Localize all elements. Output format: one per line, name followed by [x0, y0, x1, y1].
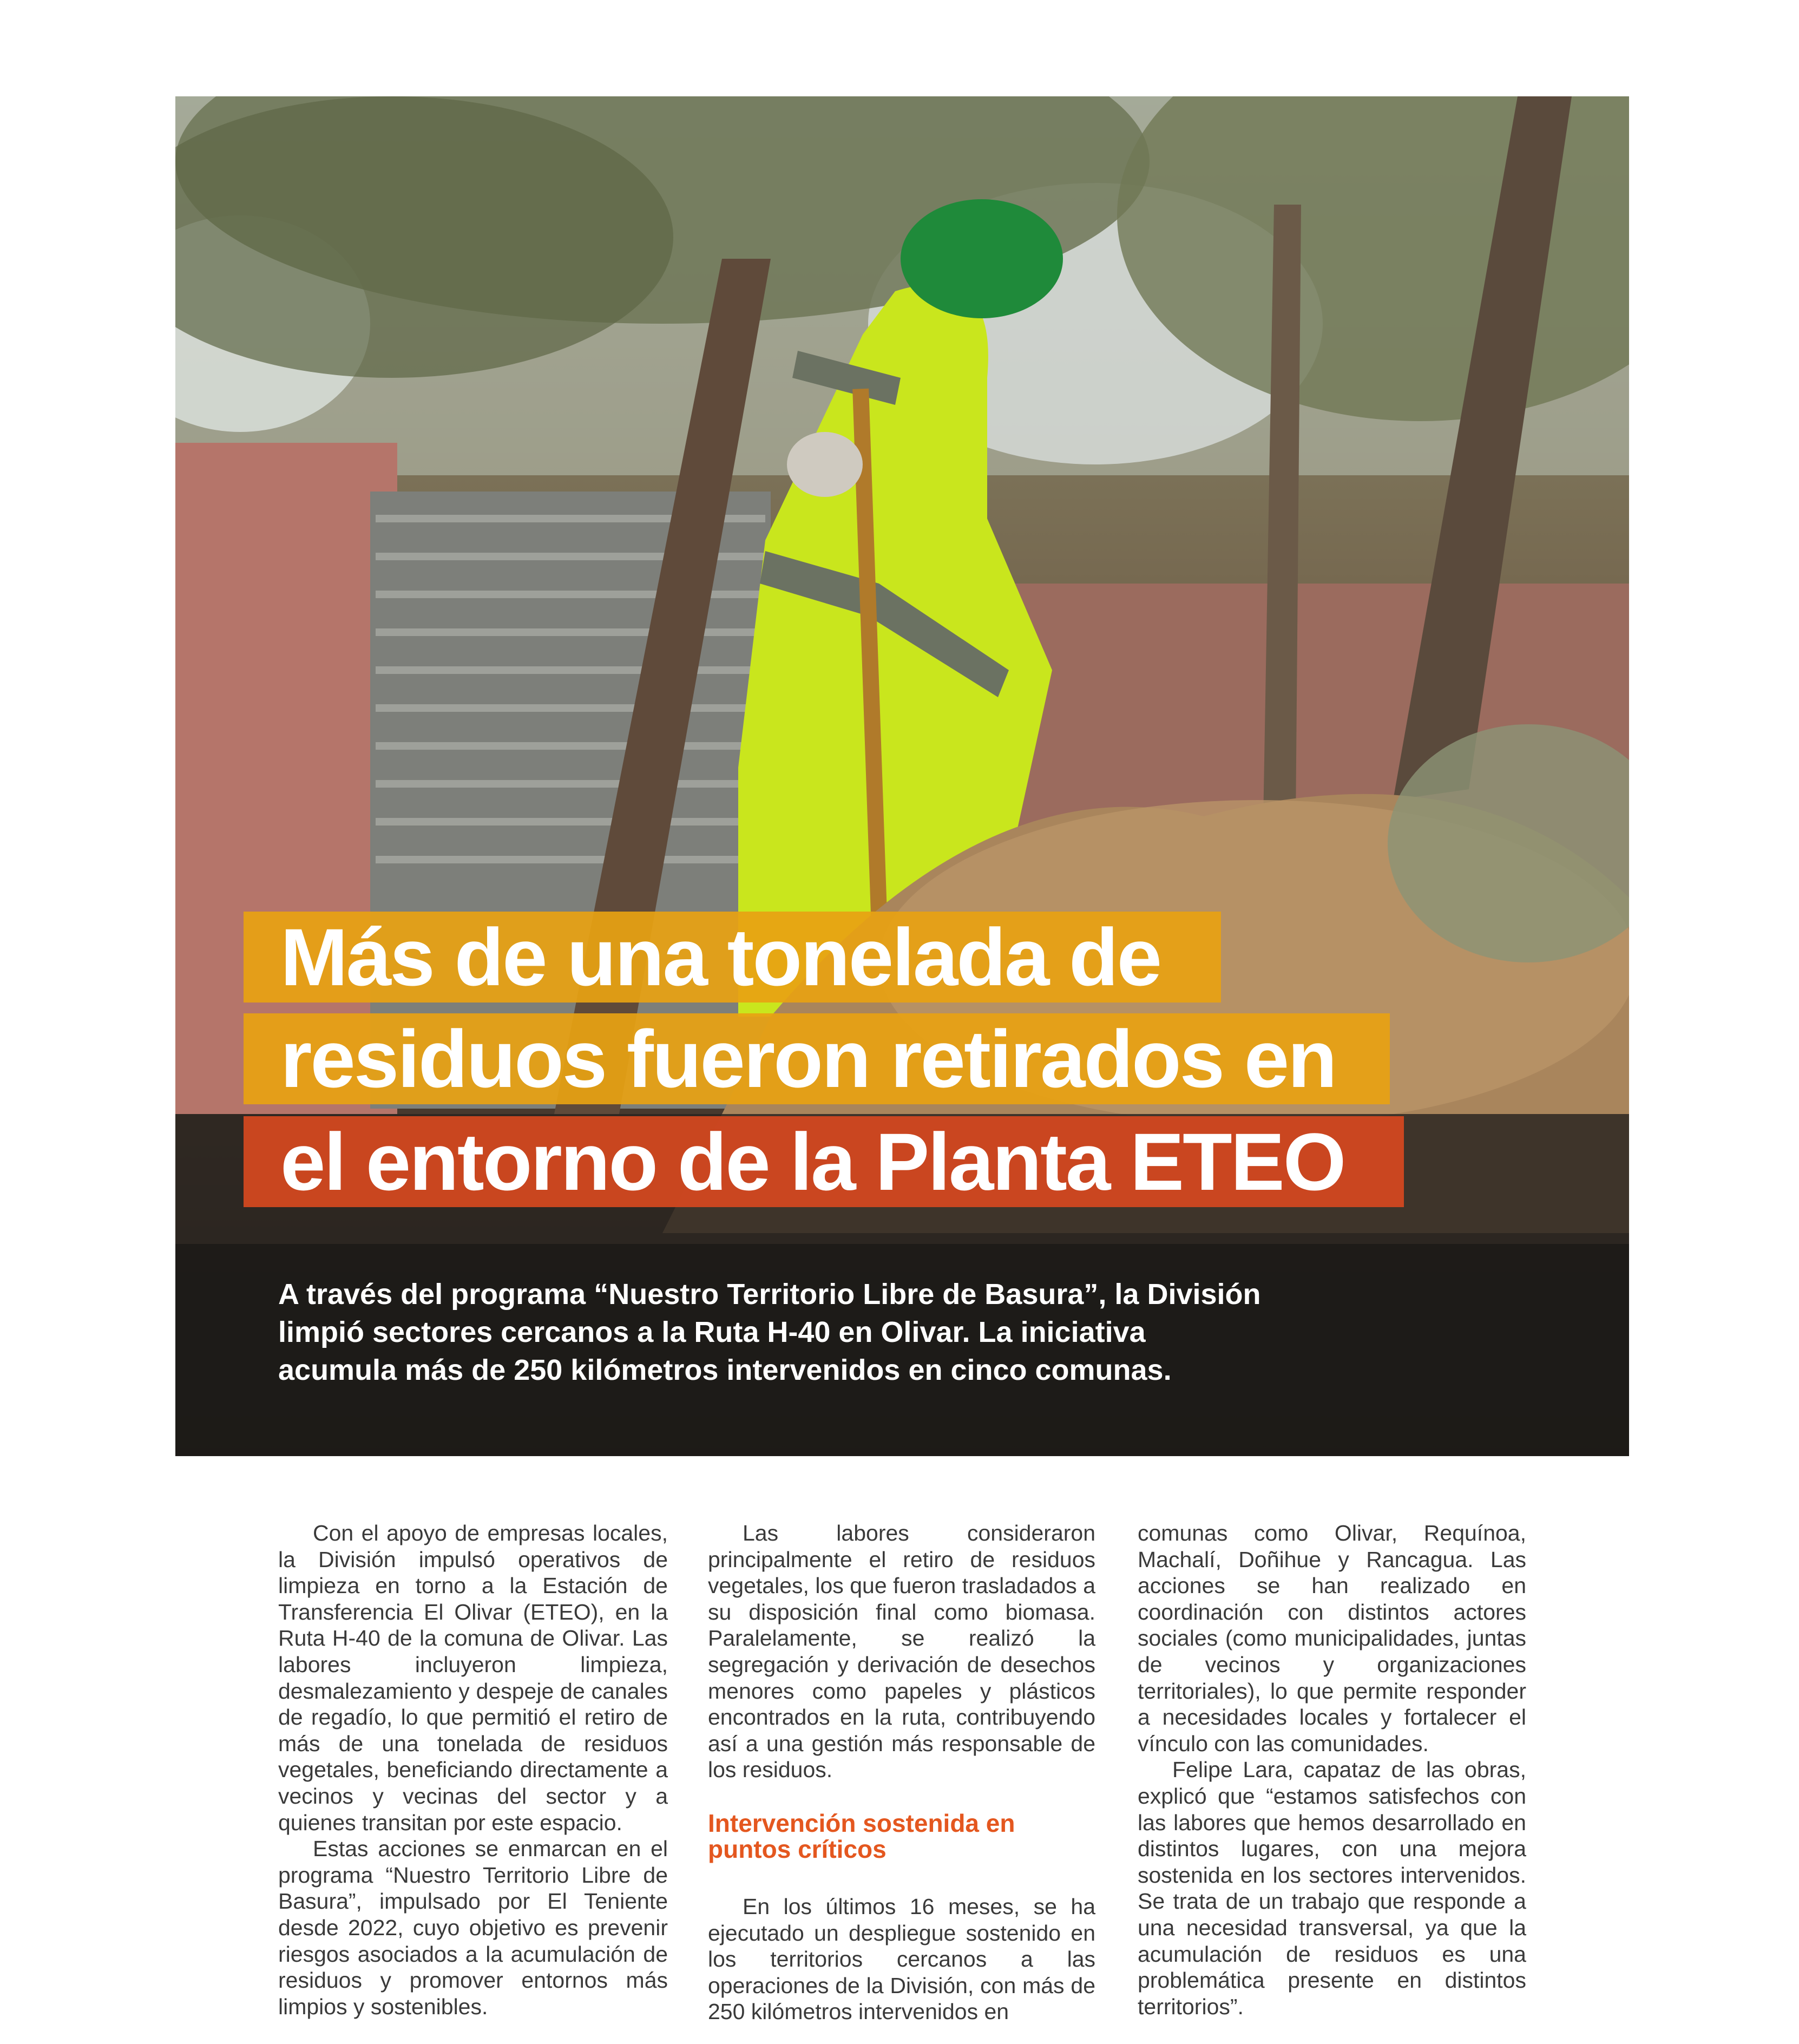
body-column-2	[708, 1520, 1095, 2025]
body-paragraph: En los últimos 16 meses, se ha ejecutado un despliegue sostenido en los territorios cercanos a las operaciones de la División, con más de 250 kilómetros intervenidos en	[708, 1894, 1095, 2025]
body-paragraph: comunas como Olivar, Requínoa, Machalí, Doñihue y Rancagua. Las acciones se han realizado en coordinación con distintos actores sociales (como municipalidades, juntas de vecinos y organizaciones territoriales), lo que permite responder a necesidades locales y fortalecer el vínculo con las comunidades.	[1138, 1521, 1526, 1756]
body-paragraph: Felipe Lara, capataz de las obras, explicó que “estamos satisfechos con las labores que hemos desarrollado en distintos lugares, con una mejora sostenida en los sectores intervenidos. Se trata de un trabajo que responde a una necesidad transversal, ya que la acumulación de residuos es una problemática presente en distintos territorios”.	[1138, 1757, 1526, 2019]
body-column-3	[1138, 1520, 1526, 2020]
body-paragraph: Con el apoyo de empresas locales, la División impulsó operativos de limpieza en torno a la Estación de Transferencia El Olivar (ETEO), en la Ruta H-40 de la comuna de Olivar. Las labores incluyeron limpieza, desmalezamiento y despeje de canales de regadío, lo que permitió el retiro de más de una tonelada de residuos vegetales, beneficiando directamente a vecinos y vecinas del sector y a quienes transitan por este espacio.	[278, 1521, 668, 1835]
lead-paragraph	[278, 1275, 1404, 1389]
body-paragraph: Estas acciones se enmarcan en el programa “Nuestro Territorio Libre de Basura”, impulsado por El Teniente desde 2022, cuyo objetivo es prevenir riesgos asociados a la acumulación de residuos y promover entornos más limpios y sostenibles.	[278, 1836, 668, 2019]
photo-worker-raking-leaves-icon	[175, 96, 1629, 1456]
lead-line-3: acumula más de 250 kilómetros intervenidos en cinco comunas.	[278, 1354, 1172, 1386]
lead-line-1: A través del programa “Nuestro Territorio Libre de Basura”, la División	[278, 1278, 1261, 1311]
hero-photo	[175, 96, 1629, 1456]
headline-line-2: residuos fueron retirados en	[244, 1013, 1390, 1104]
headline-line-3: el entorno de la Planta ETEO	[244, 1116, 1404, 1207]
section-subheading: Intervención sostenida en puntos críticos	[708, 1809, 1015, 1863]
lead-line-2: limpió sectores cercanos a la Ruta H-40 en Olivar. La iniciativa	[278, 1316, 1146, 1348]
body-column-1	[278, 1520, 668, 2020]
headline-line-1: Más de una tonelada de	[244, 912, 1221, 1003]
body-paragraph: Las labores consideraron principalmente el retiro de residuos vegetales, los que fueron trasladados a su disposición final como biomasa. Paralelamente, se realizó la segregación y derivación de desechos menores como papeles y plásticos encontrados en la ruta, contribuyendo así a una gestión más responsable de los residuos.	[708, 1521, 1095, 1783]
